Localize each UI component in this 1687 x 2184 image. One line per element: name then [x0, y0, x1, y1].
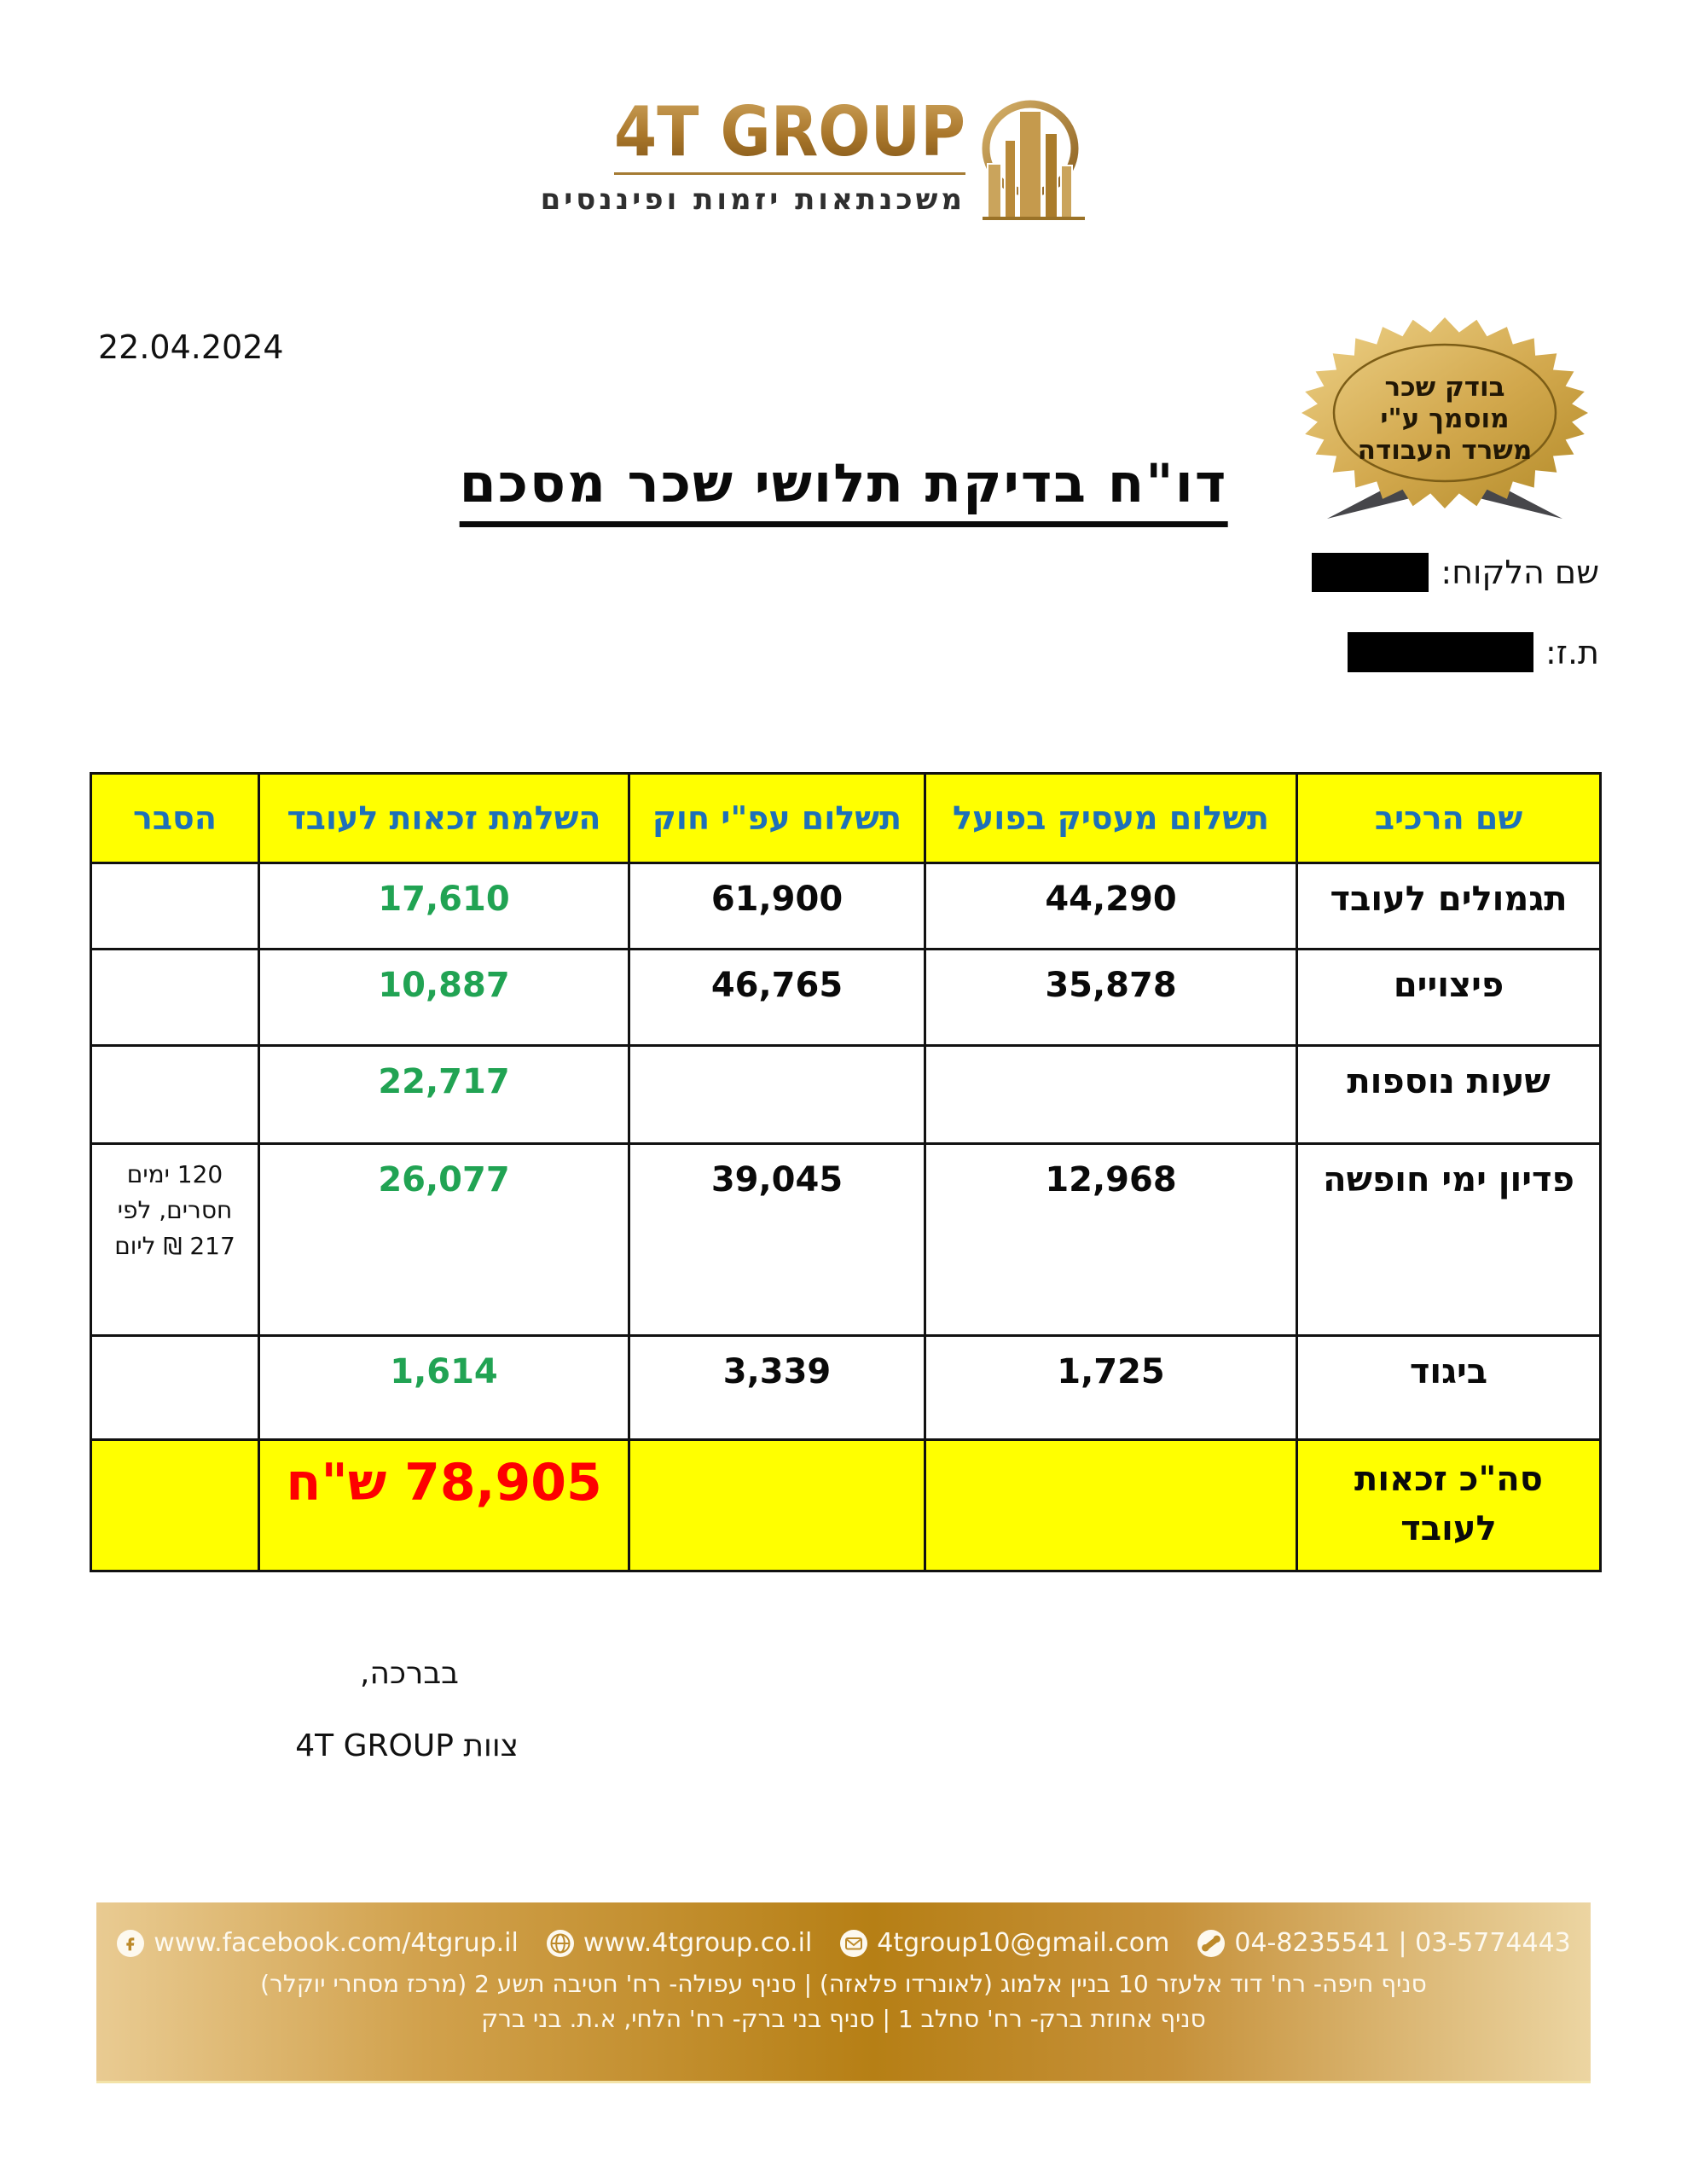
total-empty-cell: [91, 1440, 259, 1571]
footer-band: [96, 1902, 1591, 2083]
table-row: [91, 863, 1601, 950]
phone-contact: [1197, 1928, 1570, 1958]
facebook-url[interactable]: www.facebook.com/4tgrup.il: [154, 1928, 519, 1958]
logo-name-text: 4T GROUP: [614, 92, 965, 167]
client-name-redaction: [1312, 553, 1429, 592]
table-row: [91, 950, 1601, 1046]
row-law: 39,045: [629, 1144, 925, 1336]
row-completion: 10,887: [259, 950, 629, 1046]
logo-wordmark: [614, 92, 972, 167]
seal-line-3: משרד העבודה: [1357, 435, 1533, 466]
header-component: שם הרכיב: [1297, 774, 1601, 863]
seal-line-2: מוסמך ע"י: [1380, 404, 1510, 434]
row-explanation: [91, 1046, 259, 1144]
website-url[interactable]: www.4tgroup.co.il: [583, 1928, 813, 1958]
envelope-icon: [839, 1929, 868, 1958]
row-actual: [925, 1046, 1297, 1144]
row-completion: 1,614: [259, 1336, 629, 1440]
row-explanation: 120 ימים חסרים, לפי 217 ₪ ליום: [91, 1144, 259, 1336]
total-value: 78,905 ש"ח: [259, 1440, 629, 1571]
table-row: [91, 1144, 1601, 1336]
row-completion: 22,717: [259, 1046, 629, 1144]
table-row: [91, 1046, 1601, 1144]
signature-team: צוות 4T GROUP: [295, 1728, 519, 1763]
client-id-row: [1348, 632, 1599, 672]
logo-tagline: משכנתאות יזמות ופיננסים: [540, 183, 965, 217]
client-id-label: ת.ז:: [1545, 633, 1599, 671]
client-name-label: שם הלקוח:: [1441, 554, 1599, 591]
client-name-row: [1312, 553, 1599, 592]
row-actual: 1,725: [925, 1336, 1297, 1440]
row-explanation: [91, 950, 259, 1046]
salary-report-table: [90, 772, 1602, 1572]
globe-icon: [546, 1929, 575, 1958]
page-title: דו"ח בדיקת תלושי שכר מסכם: [460, 452, 1228, 527]
row-component: שעות נוספות: [1297, 1046, 1601, 1144]
signature-closing: בברכה,: [360, 1656, 459, 1691]
row-component: פיצויים: [1297, 950, 1601, 1046]
row-actual: 12,968: [925, 1144, 1297, 1336]
phone-icon: [1197, 1929, 1226, 1958]
phone-numbers: 04-8235541 | 03-5774443: [1234, 1928, 1571, 1958]
email-contact: [839, 1928, 1169, 1958]
table-row: [91, 1336, 1601, 1440]
row-explanation: [91, 863, 259, 950]
total-empty-cell: [629, 1440, 925, 1571]
row-component: ביגוד: [1297, 1336, 1601, 1440]
total-label: סה"כ זכאות לעובד: [1297, 1440, 1601, 1571]
row-law: [629, 1046, 925, 1144]
facebook-icon: [116, 1929, 145, 1958]
email-address[interactable]: 4tgroup10@gmail.com: [877, 1928, 1170, 1958]
total-empty-cell: [925, 1440, 1297, 1571]
header-payment-by-law: תשלום עפ"י חוק: [629, 774, 925, 863]
header-entitlement-completion: השלמת זכאות לעובד: [259, 774, 629, 863]
footer-contact-line: [96, 1902, 1591, 1958]
logo-divider: [614, 172, 965, 175]
header-explanation: הסבר: [91, 774, 259, 863]
row-law: 3,339: [629, 1336, 925, 1440]
row-actual: 44,290: [925, 863, 1297, 950]
row-completion: 26,077: [259, 1144, 629, 1336]
certification-seal: [1298, 314, 1591, 529]
seal-line-1: בודק שכר: [1384, 372, 1505, 403]
company-logo: [540, 92, 1092, 217]
row-actual: 35,878: [925, 950, 1297, 1046]
table-total-row: [91, 1440, 1601, 1571]
client-id-redaction: [1348, 632, 1533, 672]
row-completion: 17,610: [259, 863, 629, 950]
footer-branches-line-1: סניף חיפה- רח' דוד אלעזר 10 בניין אלמוג (לאונרדו פלאזה) | סניף עפולה- רח' חטיבה תשע 2 (מרכז מסחרי יוקלר): [260, 1970, 1427, 1998]
header-actual-payment: תשלום מעסיק בפועל: [925, 774, 1297, 863]
table-header-row: [91, 774, 1601, 863]
row-law: 46,765: [629, 950, 925, 1046]
buildings-icon: [976, 89, 1091, 224]
document-date: 22.04.2024: [98, 328, 284, 366]
row-explanation: [91, 1336, 259, 1440]
row-law: 61,900: [629, 863, 925, 950]
facebook-contact: [116, 1928, 519, 1958]
row-component: תגמולים לעובד: [1297, 863, 1601, 950]
website-contact: [546, 1928, 812, 1958]
signature-block: [295, 1656, 519, 1763]
row-component: פדיון ימי חופשה: [1297, 1144, 1601, 1336]
footer-branches-line-2: סניף אחוזת ברק- רח' סחלב 1 | סניף בני ברק- רח' הלחי, א.ת. בני ברק: [481, 2005, 1206, 2033]
